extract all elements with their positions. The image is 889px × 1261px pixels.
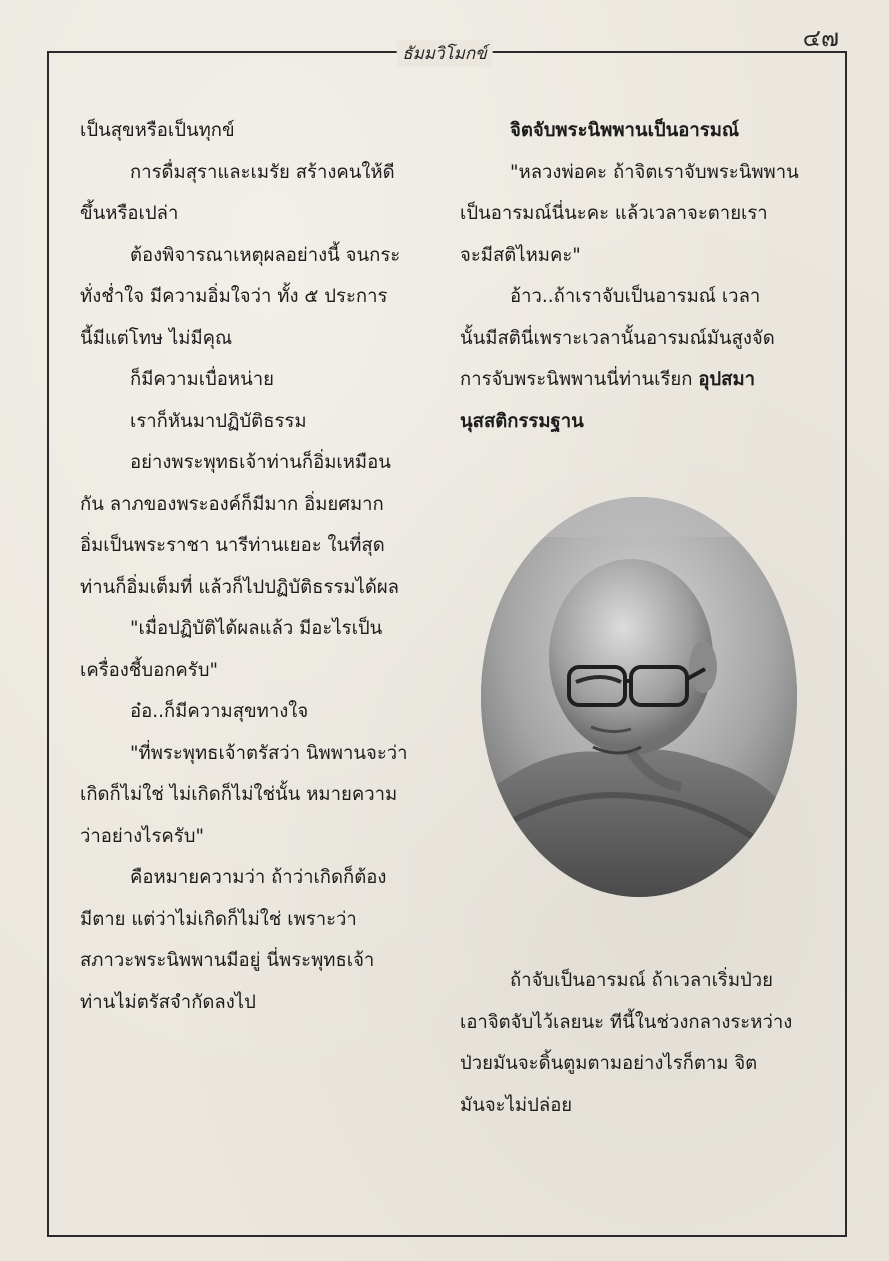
text-line: การดื่มสุราและเมรัย สร้างคนให้ดี — [130, 161, 395, 183]
text-line: กัน ลาภของพระองค์ก็มีมาก อิ่มยศมาก — [80, 493, 384, 515]
text-line: ต้องพิจารณาเหตุผลอย่างนี้ จนกระ — [130, 244, 401, 266]
right-column — [460, 110, 810, 442]
text-line: มันจะไม่ปล่อย — [460, 1094, 573, 1116]
monk-portrait-photo — [481, 497, 797, 897]
text-line: คือหมายความว่า ถ้าว่าเกิดก็ต้อง — [130, 867, 387, 888]
text-line: อ๋อ..ก็มีความสุขทางใจ — [130, 701, 309, 722]
text-line: "เมื่อปฏิบัติได้ผลแล้ว มีอะไรเป็น — [130, 618, 383, 639]
text-line: "หลวงพ่อคะ ถ้าจิตเราจับพระนิพพาน — [510, 161, 799, 183]
text-line: เครื่องชี้บอกครับ" — [80, 659, 218, 681]
text-line: นั้นมีสตินี่เพราะเวลานั้นอารมณ์มันสูงจัด — [460, 327, 775, 349]
text-line: ก็มีความเบื่อหน่าย — [130, 369, 274, 390]
text-line: เป็นสุขหรือเป็นทุกข์ — [80, 120, 235, 141]
text-line — [460, 359, 810, 401]
text-span: การจับพระนิพพานนี่ท่านเรียก — [460, 369, 699, 390]
left-column — [80, 110, 434, 1023]
text-line: เป็นอารมณ์นี่นะคะ แล้วเวลาจะตายเรา — [460, 203, 768, 224]
section-heading: จิตจับพระนิพพานเป็นอารมณ์ — [510, 120, 740, 141]
text-line: ถ้าจับเป็นอารมณ์ ถ้าเวลาเริ่มป่วย — [510, 970, 774, 991]
text-line: สภาวะพระนิพพานมีอยู่ นี่พระพุทธเจ้า — [80, 950, 375, 971]
text-line: อย่างพระพุทธเจ้าท่านก็อิ่มเหมือน — [130, 452, 391, 473]
text-line: ท่านก็อิ่มเต็มที่ แล้วก็ไปปฏิบัติธรรมได้ผล — [80, 576, 400, 598]
text-line: ขึ้นหรือเปล่า — [80, 203, 179, 224]
text-line: เกิดก็ไม่ใช่ ไม่เกิดก็ไม่ใช่นั้น หมายความ — [80, 784, 398, 805]
text-line: ว่าอย่างไรครับ" — [80, 825, 204, 847]
text-line: ป่วยมันจะดิ้นตูมตามอย่างไรก็ตาม จิต — [460, 1053, 758, 1074]
running-header-title: ธัมมวิโมกข์ — [396, 40, 493, 67]
text-line: ท่านไม่ตรัสจำกัดลงไป — [80, 991, 256, 1013]
monk-portrait-illustration — [481, 497, 797, 897]
page-number: ๔๗ — [802, 24, 839, 52]
right-column-continued — [460, 960, 810, 1126]
text-line: นี้มีแต่โทษ ไม่มีคุณ — [80, 327, 233, 349]
text-line: "ที่พระพุทธเจ้าตรัสว่า นิพพานจะว่า — [130, 742, 408, 764]
text-line: ทั่งช่ำใจ มีความอิ่มใจว่า ทั้ง ๕ ประการ — [80, 286, 388, 307]
text-line: อิ่มเป็นพระราชา นารีท่านเยอะ ในที่สุด — [80, 535, 385, 556]
meditation-term-part: นุสสติกรรมฐาน — [460, 410, 584, 432]
text-line: อ้าว..ถ้าเราจับเป็นอารมณ์ เวลา — [510, 286, 761, 307]
meditation-term-part: อุปสมา — [698, 369, 756, 390]
text-line: เอาจิตจับไว้เลยนะ ทีนี้ในช่วงกลางระหว่าง — [460, 1011, 793, 1033]
text-line: เราก็หันมาปฏิบัติธรรม — [130, 410, 307, 432]
text-line: จะมีสติไหมคะ" — [460, 244, 581, 266]
text-line: มีตาย แต่ว่าไม่เกิดก็ไม่ใช่ เพราะว่า — [80, 908, 357, 930]
